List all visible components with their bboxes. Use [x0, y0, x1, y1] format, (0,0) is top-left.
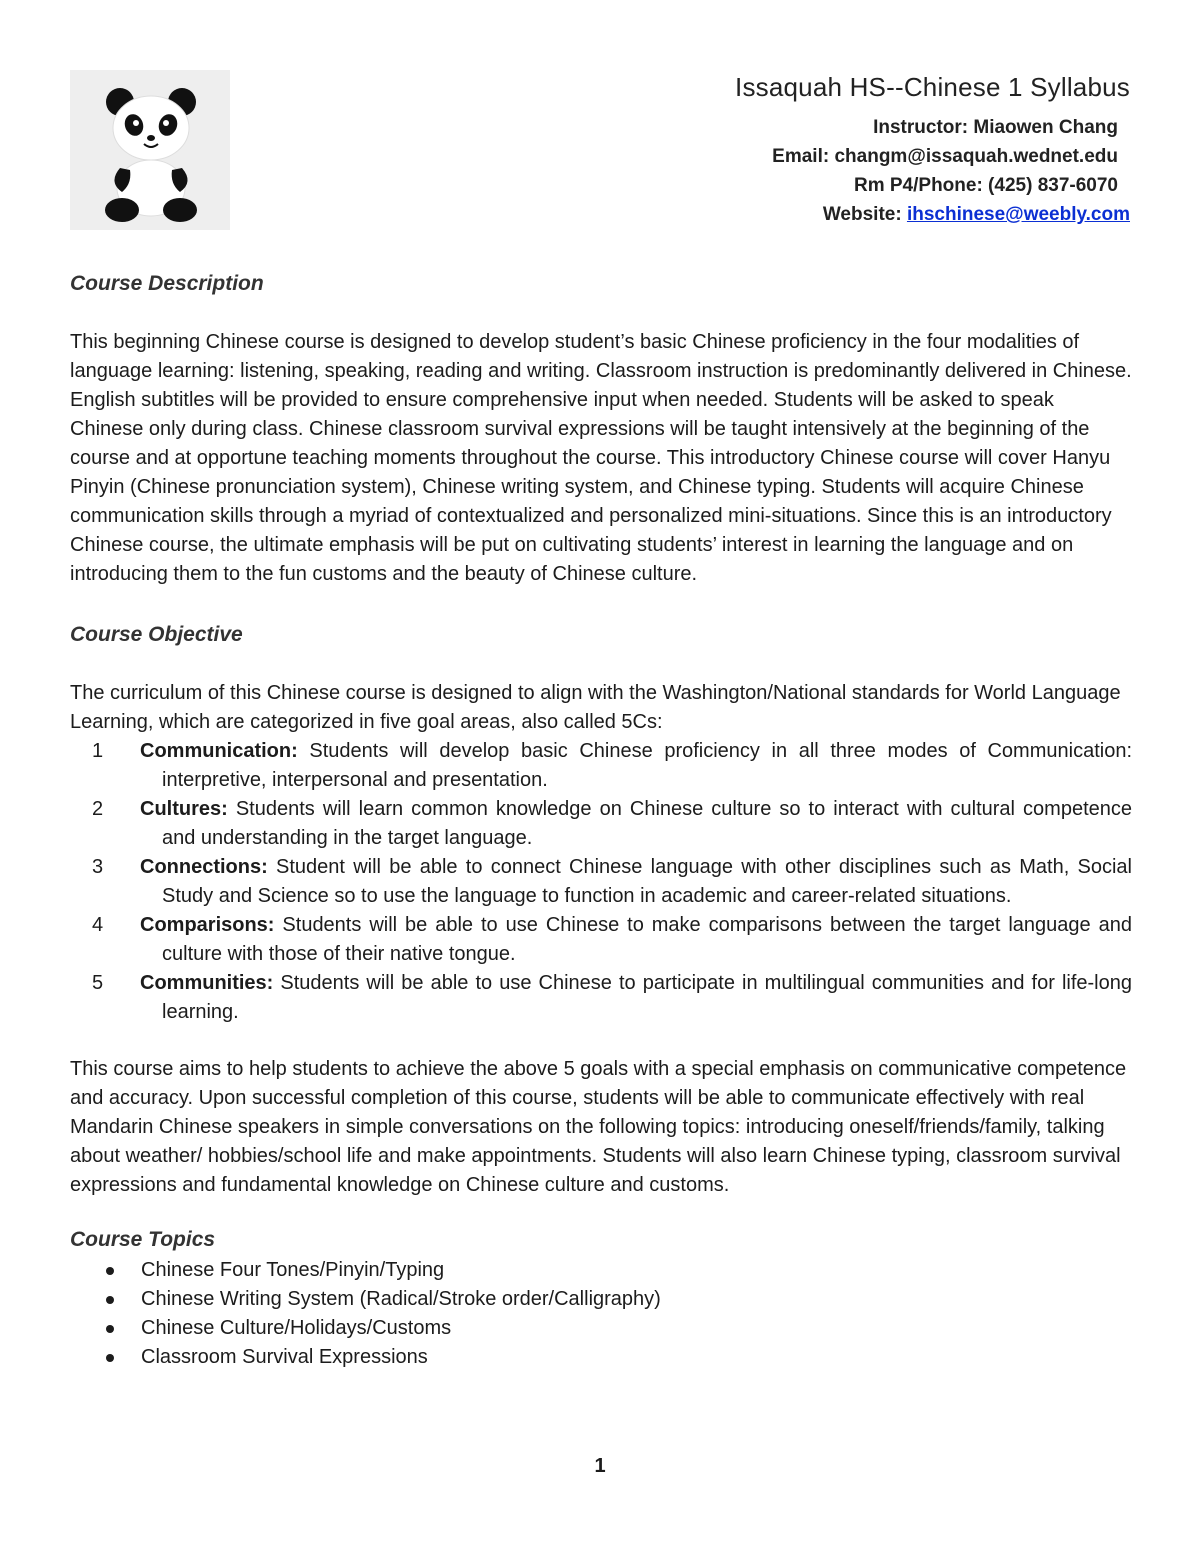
room-phone-line: Rm P4/Phone: (425) 837-6070: [853, 175, 1118, 196]
page-number: 1: [594, 1455, 606, 1477]
document-title: Issaquah HS--Chinese 1 Syllabus: [735, 72, 1130, 102]
course-objective-intro: The curriculum of this Chinese course is designed to align with the Washington/National standards for World Language Learning, which are categorized in five goal areas, also called 5Cs:: [70, 682, 1121, 733]
website-line: [570, 200, 1130, 229]
goal-number: 2: [92, 798, 104, 820]
topic-label: Classroom Survival Expressions: [141, 1346, 428, 1368]
bullet-icon: [106, 1296, 114, 1304]
goal-text: Students will learn common knowledge on Chinese culture so to interact with cultural competence and understanding in the target language.: [162, 798, 1132, 849]
document-body: [70, 268, 1132, 1372]
topic-item: [70, 1343, 1132, 1372]
bullet-icon: [106, 1354, 114, 1362]
goal-term: Connections:: [140, 856, 268, 878]
topics-list: [70, 1256, 1132, 1372]
goal-item: [70, 969, 1132, 1027]
topic-label: Chinese Writing System (Radical/Stroke order/Calligraphy): [141, 1288, 661, 1310]
course-objective-heading: Course Objective: [70, 623, 243, 646]
goal-item: [70, 737, 1132, 795]
goal-text: Student will be able to connect Chinese language with other disciplines such as Math, Social Study and Science so to use the language to function in academic and career-related situations.: [162, 856, 1132, 907]
instructor-line: Instructor: Miaowen Chang: [873, 117, 1118, 138]
goal-item: [70, 911, 1132, 969]
panda-logo: [70, 70, 230, 230]
goal-item: [70, 853, 1132, 911]
topic-label: Chinese Culture/Holidays/Customs: [141, 1317, 452, 1339]
goal-term: Communities:: [140, 972, 274, 994]
course-objective-closing: This course aims to help students to achieve the above 5 goals with a special emphasis on communicative competence and accuracy. Upon successful completion of this course, students will be able to communicate effectively with real Mandarin Chinese speakers in simple conversations on the following topics: introducing oneself/friends/family, talking about weather/ hobbies/school life and make appointments. Students will also learn Chinese typing, classroom survival expressions and fundamental knowledge on Chinese culture and customs.: [70, 1058, 1127, 1196]
topic-item: [70, 1314, 1132, 1343]
website-label: Website:: [822, 204, 907, 225]
document-header: [570, 72, 1130, 229]
email-line: Email: changm@issaquah.wednet.edu: [772, 146, 1118, 167]
goal-text: Students will be able to use Chinese to participate in multilingual communities and for life-long learning.: [162, 972, 1132, 1023]
course-topics-heading: Course Topics: [70, 1228, 216, 1251]
panda-icon: [70, 70, 230, 230]
goal-text: Students will be able to use Chinese to make comparisons between the target language and culture with those of their native tongue.: [162, 914, 1132, 965]
bullet-icon: [106, 1325, 114, 1333]
course-description-heading: Course Description: [70, 272, 264, 295]
course-description-text: This beginning Chinese course is designed to develop student’s basic Chinese proficiency in the four modalities of language learning: listening, speaking, reading and writing. Classroom instruction is predominantly delivered in Chinese. English subtitles will be provided to ensure comprehensive input when needed. Students will be asked to speak Chinese only during class. Chinese classroom survival expressions will be taught intensively at the beginning of the course and at opportune teaching moments throughout the course. This introductory Chinese course will cover Hanyu Pinyin (Chinese pronunciation system), Chinese writing system, and Chinese typing. Students will acquire Chinese communication skills through a myriad of contextualized and personalized mini-situations. Since this is an introductory Chinese course, the ultimate emphasis will be put on cultivating students’ interest in learning the language and on introducing them to the fun customs and the beauty of Chinese culture.: [70, 331, 1132, 585]
topic-label: Chinese Four Tones/Pinyin/Typing: [141, 1259, 445, 1281]
goals-list: [70, 737, 1132, 1027]
goal-term: Cultures:: [140, 798, 228, 820]
goal-number: 1: [92, 740, 104, 762]
goal-text: Students will develop basic Chinese proficiency in all three modes of Communication: interpretive, interpersonal and presentation.: [162, 740, 1132, 791]
topic-item: [70, 1256, 1132, 1285]
goal-number: 5: [92, 972, 104, 994]
goal-number: 3: [92, 856, 104, 878]
goal-number: 4: [92, 914, 104, 936]
goal-term: Comparisons:: [140, 914, 275, 936]
goal-term: Communication:: [140, 740, 298, 762]
topic-item: [70, 1285, 1132, 1314]
bullet-icon: [106, 1267, 114, 1275]
website-link[interactable]: ihschinese@weebly.com: [906, 204, 1130, 225]
goal-item: [70, 795, 1132, 853]
